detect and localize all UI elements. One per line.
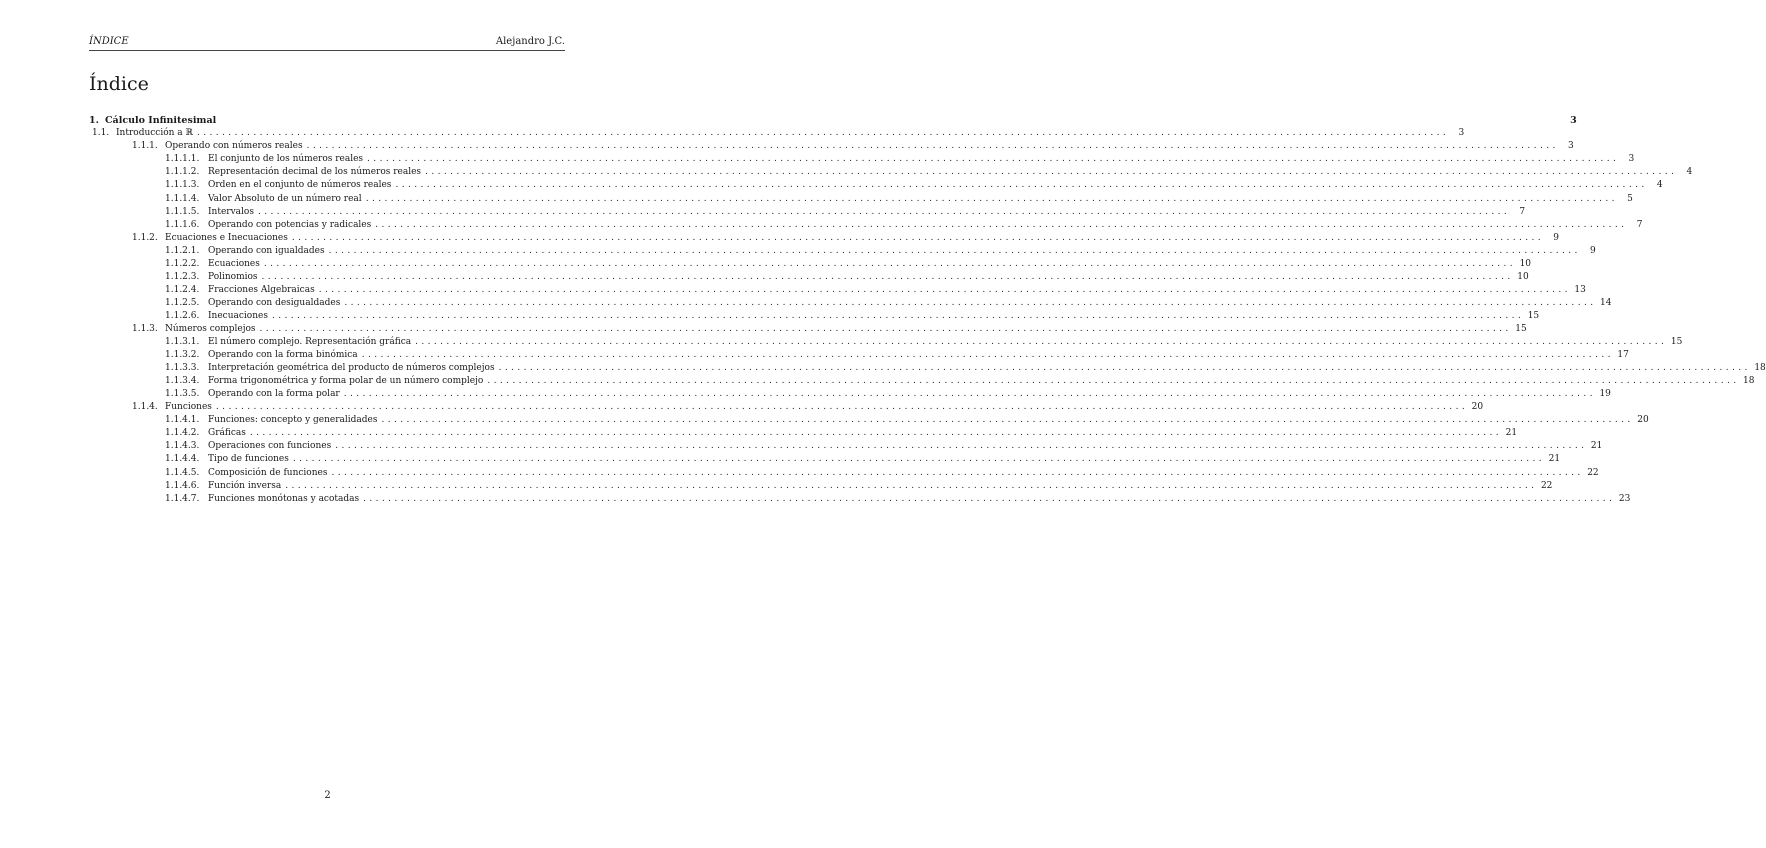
toc-entry[interactable]: [89, 389, 1611, 400]
toc-entry[interactable]: [89, 128, 1465, 139]
toc-entry-page: 3: [1568, 141, 1574, 152]
toc-entry-title: Operando con la forma polar: [208, 389, 340, 400]
toc-entry-title: El conjunto de los números reales: [208, 154, 364, 165]
toc-entry-title: Polinomios: [208, 271, 258, 282]
toc-entry-number: 1.1.4.1.: [165, 415, 200, 426]
toc-entry[interactable]: [89, 480, 1553, 492]
toc-entry-page: 10: [1517, 271, 1529, 282]
toc-dot-leader: ........................................................................................................................................................................................................: [367, 154, 1620, 165]
toc-entry-title: Intervalos: [208, 206, 254, 217]
toc-entry-page: 13: [1574, 284, 1586, 295]
toc-entry-number: 1.1.4.6.: [165, 480, 200, 491]
toc-dot-leader: ........................................................................................................................................................................................................: [285, 480, 1538, 491]
toc-dot-leader: ........................................................................................................................................................................................................: [343, 389, 1596, 400]
toc-entry-title: Función inversa: [208, 480, 282, 491]
toc-entry-page: 9: [1590, 245, 1596, 256]
toc-entry-number: 1.1.4.2.: [165, 428, 200, 439]
toc-entry[interactable]: [89, 297, 1612, 309]
header-section-title: ÍNDICE: [89, 36, 129, 47]
header-rule: [89, 50, 565, 51]
toc-entry-number: 1.1.3.5.: [165, 389, 200, 400]
toc-entry-number: 1.1.3.3.: [165, 363, 200, 374]
toc-dot-leader: ........................................................................................................................................................................................................: [344, 297, 1597, 308]
toc-dot-leader: ........................................................................................................................................................................................................: [261, 271, 1514, 282]
toc-entry[interactable]: [89, 232, 1560, 244]
toc-dot-leader: ........................................................................................................................................................................................................: [249, 428, 1503, 439]
toc-entry-number: 1.1.2.: [132, 232, 158, 243]
toc-entry-number: 1.1.2.6.: [165, 310, 200, 321]
toc-entry-page: 15: [1527, 310, 1540, 321]
toc-dot-leader: ........................................................................................................................................................................................................: [381, 415, 1634, 426]
toc-dot-leader: ........................................................................................................................................................................................................: [257, 206, 1511, 217]
toc-entry[interactable]: [89, 154, 1635, 165]
toc-entry[interactable]: [89, 493, 1631, 505]
toc-entry-number: 1.1.3.4.: [165, 376, 200, 387]
toc-entry-page: 22: [1587, 467, 1599, 478]
toc-entry-number: 1.1.: [92, 128, 110, 139]
toc-entry-page: 15: [1670, 337, 1683, 348]
toc-entry-page: 23: [1618, 493, 1631, 504]
toc-entry-title: Números complejos: [165, 324, 256, 334]
toc-entry-number: 1.1.3.2.: [165, 350, 200, 361]
toc-entry-number: 1.1.2.4.: [165, 284, 200, 295]
running-header: [89, 36, 565, 50]
toc-entry[interactable]: [89, 219, 1643, 231]
toc-entry[interactable]: [89, 206, 1526, 218]
toc-entry[interactable]: [89, 337, 1683, 348]
toc-entry-title: Funciones monótonas y acotadas: [208, 493, 360, 504]
toc-entry-title: Valor Absoluto de un número real: [208, 193, 362, 204]
toc-dot-leader: ........................................................................................................................................................................................................: [197, 128, 1450, 139]
toc-entry-title: Operando con igualdades: [208, 245, 325, 256]
toc-entry-number: 1.1.3.1.: [165, 337, 200, 348]
page-title: Índice: [89, 73, 149, 95]
toc-entry[interactable]: [89, 428, 1518, 439]
toc-entry[interactable]: [89, 376, 1755, 387]
toc-entry-title: Tipo de funciones: [208, 454, 289, 465]
toc-entry-page: 9: [1553, 232, 1560, 243]
toc-entry-title: Inecuaciones: [208, 310, 268, 321]
toc-entry-page: 22: [1540, 480, 1553, 491]
toc-entry-title: Ecuaciones: [208, 258, 260, 269]
toc-entry-number: 1.1.4.7.: [165, 493, 200, 504]
toc-entry-number: 1.1.3.: [132, 324, 158, 334]
toc-entry[interactable]: [89, 115, 1577, 126]
toc-entry-title: Operando con potencias y radicales: [208, 219, 372, 230]
toc-entry[interactable]: [89, 258, 1532, 270]
toc-entry-title: El número complejo. Representación gráfica: [208, 337, 412, 348]
toc-dot-leader: ........................................................................................................................................................................................................: [375, 219, 1628, 230]
toc-entry-title: Gráficas: [208, 428, 246, 439]
toc-entry[interactable]: [89, 467, 1599, 479]
toc-dot-leader: ........................................................................................................................................................................................................: [331, 467, 1584, 478]
toc-entry-title: Fracciones Algebraicas: [208, 284, 315, 295]
toc-dot-leader: ........................................................................................................................................................................................................: [361, 350, 1614, 361]
toc-dot-leader: ........................................................................................................................................................................................................: [215, 402, 1469, 413]
toc-entry-page: 15: [1515, 324, 1527, 334]
toc-entry[interactable]: [89, 324, 1527, 335]
toc-entry-page: 4: [1686, 167, 1693, 178]
toc-entry-number: 1.: [89, 115, 99, 126]
toc-entry-number: 1.1.2.2.: [165, 258, 200, 269]
toc-entry[interactable]: [89, 245, 1596, 257]
toc-entry-number: 1.1.2.3.: [165, 271, 200, 282]
toc-entry-number: 1.1.1.6.: [165, 219, 200, 230]
toc-entry-page: 18: [1743, 376, 1755, 387]
toc-entry-title: Representación decimal de los números reales: [208, 167, 422, 178]
toc-entry-title: Composición de funciones: [208, 467, 328, 478]
toc-entry[interactable]: [89, 193, 1633, 205]
toc-entry-page: 7: [1519, 206, 1526, 217]
toc-entry[interactable]: [89, 310, 1540, 322]
toc-entry-title: Operando con desigualdades: [208, 297, 341, 308]
toc-entry-page: 5: [1627, 193, 1633, 204]
toc-entry-number: 1.1.1.: [132, 141, 158, 152]
toc-entry-page: 4: [1656, 180, 1663, 191]
toc-entry-title: Operando con números reales: [165, 141, 303, 152]
toc-entry-page: 10: [1519, 258, 1532, 269]
toc-entry-title: Orden en el conjunto de números reales: [208, 180, 392, 191]
toc-entry-page: 21: [1505, 428, 1518, 439]
table-of-contents: [89, 115, 1766, 507]
toc-dot-leader: ........................................................................................................................................................................................................: [292, 454, 1546, 465]
toc-dot-leader: ........................................................................................................................................................................................................: [263, 258, 1517, 269]
toc-entry-page: 21: [1590, 441, 1603, 452]
toc-entry-title: Introducción a ℝ: [116, 128, 193, 139]
toc-entry-page: 3: [1570, 115, 1577, 126]
toc-entry-title: Funciones: concepto y generalidades: [208, 415, 378, 426]
toc-dot-leader: ........................................................................................................................................................................................................: [306, 141, 1559, 152]
toc-dot-leader: ........................................................................................................................................................................................................: [487, 376, 1740, 387]
toc-entry-page: 21: [1548, 454, 1561, 465]
toc-dot-leader: ........................................................................................................................................................................................................: [318, 284, 1571, 295]
header-author: Alejandro J.C.: [495, 36, 565, 47]
toc-entry-number: 1.1.4.5.: [165, 467, 200, 478]
toc-entry-number: 1.1.1.3.: [165, 180, 200, 191]
toc-entry-title: Funciones: [165, 402, 212, 413]
toc-entry-title: Ecuaciones e Inecuaciones: [165, 232, 288, 243]
toc-entry-number: 1.1.1.1.: [165, 154, 200, 165]
toc-entry-title: Cálculo Infinitesimal: [105, 115, 217, 126]
toc-dot-leader: ........................................................................................................................................................................................................: [415, 337, 1668, 348]
toc-dot-leader: ........................................................................................................................................................................................................: [395, 180, 1648, 191]
toc-entry-title: Interpretación geométrica del producto de números complejos: [208, 363, 495, 374]
toc-dot-leader: ........................................................................................................................................................................................................: [291, 232, 1545, 243]
toc-entry-page: 3: [1628, 154, 1635, 165]
toc-entry-page: 20: [1471, 402, 1484, 413]
toc-entry[interactable]: [89, 363, 1766, 374]
toc-entry-page: 7: [1636, 219, 1643, 230]
toc-dot-leader: ........................................................................................................................................................................................................: [259, 324, 1512, 334]
toc-entry-number: 1.1.1.4.: [165, 193, 200, 204]
toc-entry[interactable]: [89, 350, 1629, 361]
toc-entry-title: Forma trigonométrica y forma polar de un número complejo: [208, 376, 484, 387]
toc-entry-title: Operando con la forma binómica: [208, 350, 358, 361]
toc-entry-number: 1.1.1.2.: [165, 167, 200, 178]
toc-entry-page: 17: [1617, 350, 1629, 361]
toc-entry-page: 19: [1599, 389, 1611, 400]
toc-entry[interactable]: [89, 415, 1649, 426]
toc-entry[interactable]: [89, 454, 1561, 465]
toc-entry-number: 1.1.4.3.: [165, 441, 200, 452]
toc-dot-leader: ........................................................................................................................................................................................................: [335, 441, 1588, 452]
toc-entry[interactable]: [89, 271, 1529, 283]
toc-entry-number: 1.1.4.4.: [165, 454, 200, 465]
toc-entry-number: 1.1.4.: [132, 402, 158, 413]
toc-entry-page: 14: [1600, 297, 1612, 308]
toc-entry-number: 1.1.2.1.: [165, 245, 200, 256]
toc-entry[interactable]: [89, 284, 1586, 296]
toc-dot-leader: ........................................................................................................................................................................................................: [328, 245, 1581, 256]
toc-dot-leader: ........................................................................................................................................................................................................: [425, 167, 1678, 178]
toc-dot-leader: ........................................................................................................................................................................................................: [271, 310, 1525, 321]
toc-entry-number: 1.1.2.5.: [165, 297, 200, 308]
toc-dot-leader: ........................................................................................................................................................................................................: [498, 363, 1751, 374]
toc-entry-title: Operaciones con funciones: [208, 441, 332, 452]
page-number: 2: [324, 790, 331, 801]
toc-entry-page: 20: [1637, 415, 1649, 426]
toc-dot-leader: ........................................................................................................................................................................................................: [363, 493, 1616, 504]
toc-entry[interactable]: [89, 167, 1693, 178]
toc-entry-number: 1.1.1.5.: [165, 206, 200, 217]
toc-entry[interactable]: [89, 141, 1574, 152]
toc-entry-page: 3: [1458, 128, 1465, 139]
toc-entry[interactable]: [89, 402, 1484, 413]
toc-entry[interactable]: [89, 441, 1603, 452]
toc-dot-leader: ........................................................................................................................................................................................................: [365, 193, 1618, 204]
toc-entry-page: 18: [1754, 363, 1766, 374]
toc-entry[interactable]: [89, 180, 1663, 191]
